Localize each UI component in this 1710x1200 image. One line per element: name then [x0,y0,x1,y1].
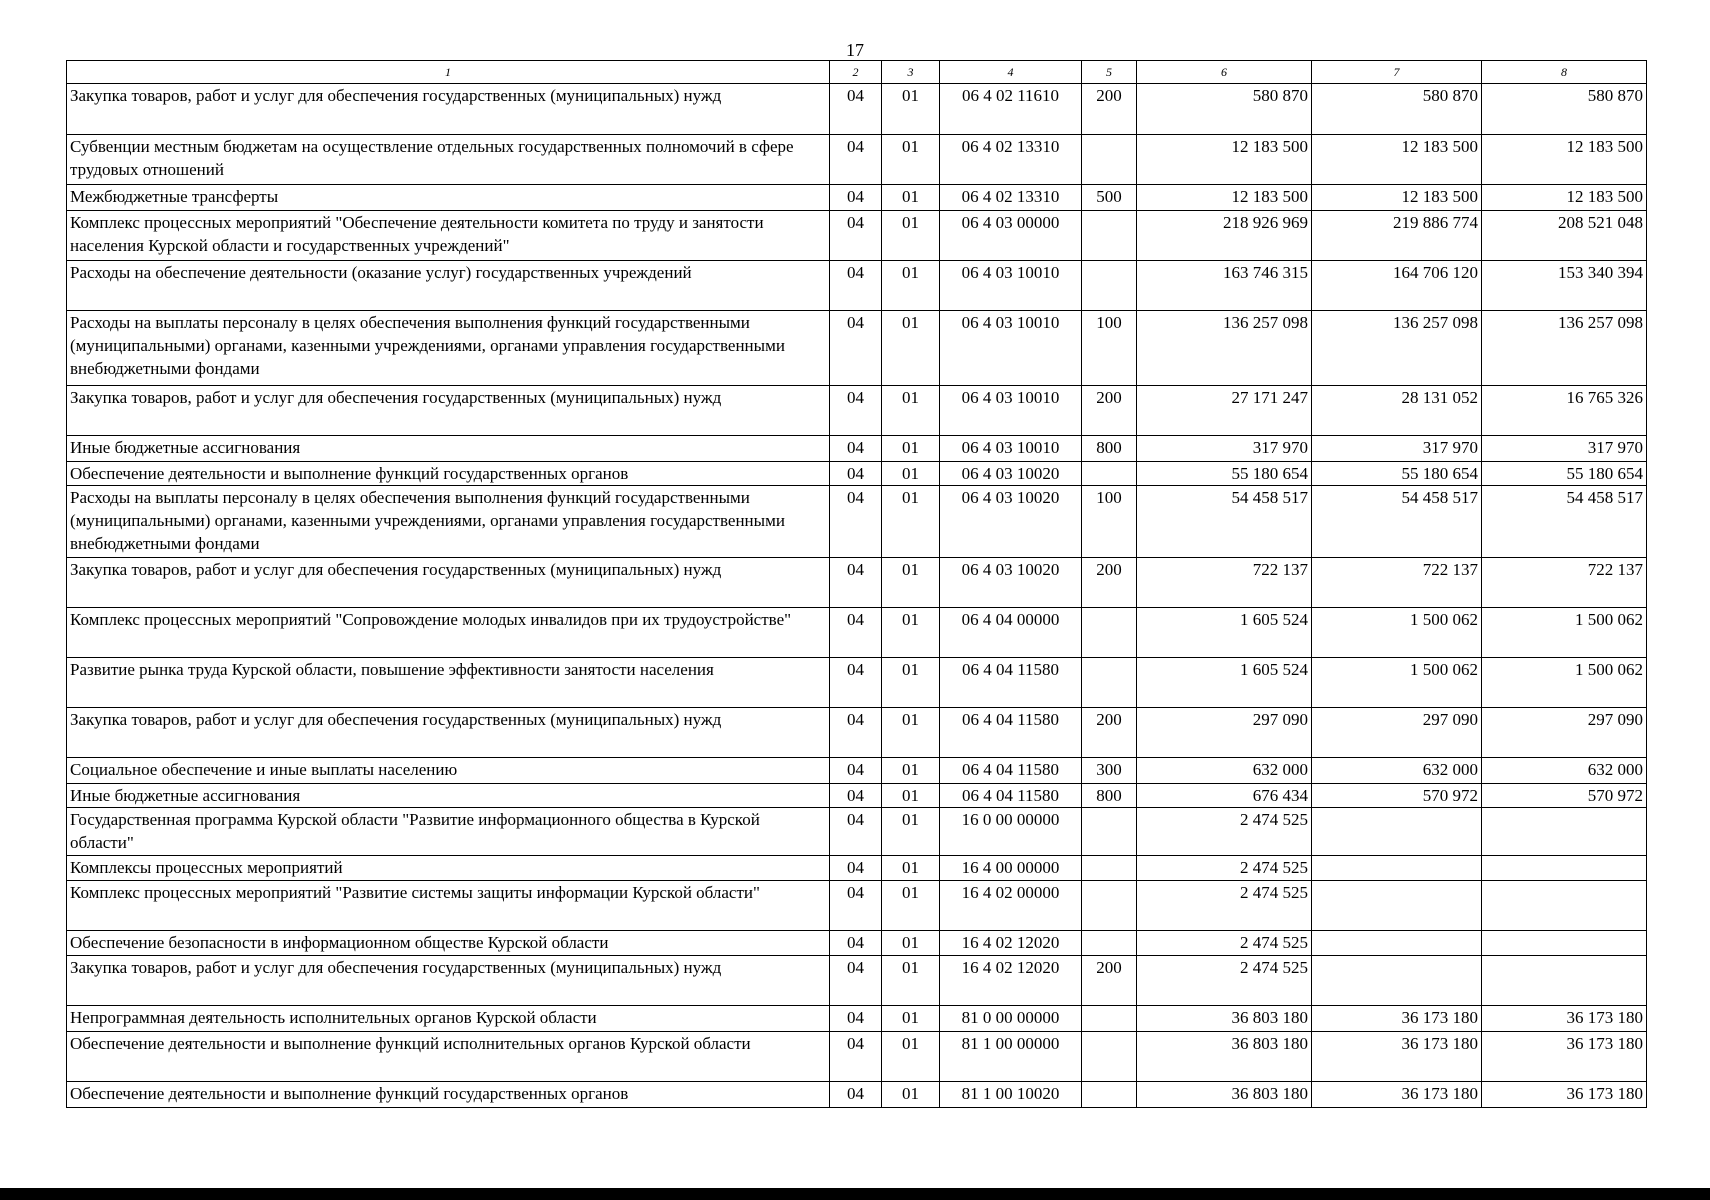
col-3: 01 [882,881,940,931]
col-2: 04 [830,956,882,1006]
col-8: 297 090 [1482,708,1647,758]
col-4: 06 4 02 11610 [940,84,1082,135]
col-2: 04 [830,808,882,856]
col-8: 36 173 180 [1482,1082,1647,1108]
col-7: 28 131 052 [1312,386,1482,436]
col-2: 04 [830,758,882,784]
col-5: 200 [1082,708,1137,758]
col-2: 04 [830,881,882,931]
col-6: 1 605 524 [1137,658,1312,708]
col-7: 317 970 [1312,436,1482,462]
table-row [67,185,1647,211]
col-7: 1 500 062 [1312,658,1482,708]
col-6: 163 746 315 [1137,261,1312,311]
col-8 [1482,856,1647,881]
col-7: 36 173 180 [1312,1006,1482,1032]
col-6: 36 803 180 [1137,1032,1312,1082]
row-name: Комплекс процессных мероприятий "Сопровождение молодых инвалидов при их трудоустройстве" [67,608,830,658]
column-header: 4 [940,61,1082,84]
col-4: 81 0 00 00000 [940,1006,1082,1032]
col-6: 2 474 525 [1137,956,1312,1006]
column-header: 5 [1082,61,1137,84]
col-5: 300 [1082,758,1137,784]
col-5 [1082,931,1137,956]
col-3: 01 [882,1082,940,1108]
row-name: Расходы на выплаты персоналу в целях обеспечения выполнения функций государственными (муниципальными) органами, казенными учреждениями, органами управления государственными внебюджетными фондами [67,486,830,558]
row-name: Развитие рынка труда Курской области, повышение эффективности занятости населения [67,658,830,708]
col-2: 04 [830,211,882,261]
table-row [67,758,1647,784]
col-3: 01 [882,84,940,135]
row-name: Межбюджетные трансферты [67,185,830,211]
col-8: 55 180 654 [1482,462,1647,486]
col-2: 04 [830,135,882,185]
col-2: 04 [830,708,882,758]
col-6: 676 434 [1137,784,1312,808]
col-4: 06 4 03 10020 [940,558,1082,608]
table-row [67,956,1647,1006]
col-5: 200 [1082,558,1137,608]
table-row [67,1006,1647,1032]
col-8: 632 000 [1482,758,1647,784]
table-row [67,261,1647,311]
col-4: 16 4 02 12020 [940,956,1082,1006]
col-2: 04 [830,261,882,311]
col-5: 800 [1082,436,1137,462]
col-3: 01 [882,1006,940,1032]
col-3: 01 [882,931,940,956]
col-8 [1482,881,1647,931]
col-6: 27 171 247 [1137,386,1312,436]
col-7: 580 870 [1312,84,1482,135]
col-8 [1482,956,1647,1006]
col-4: 06 4 04 11580 [940,758,1082,784]
col-4: 16 4 00 00000 [940,856,1082,881]
col-2: 04 [830,311,882,386]
col-6: 218 926 969 [1137,211,1312,261]
col-3: 01 [882,608,940,658]
page-number: 17 [846,40,864,60]
row-name: Расходы на обеспечение деятельности (оказание услуг) государственных учреждений [67,261,830,311]
col-2: 04 [830,84,882,135]
col-7: 54 458 517 [1312,486,1482,558]
row-name: Обеспечение деятельности и выполнение функций государственных органов [67,462,830,486]
table-row [67,931,1647,956]
column-header: 8 [1482,61,1647,84]
col-3: 01 [882,1032,940,1082]
row-name: Комплексы процессных мероприятий [67,856,830,881]
table-row [67,784,1647,808]
column-header: 2 [830,61,882,84]
col-4: 81 1 00 00000 [940,1032,1082,1082]
col-3: 01 [882,708,940,758]
table-body [67,84,1647,1108]
col-4: 06 4 03 10010 [940,386,1082,436]
col-6: 55 180 654 [1137,462,1312,486]
col-7: 722 137 [1312,558,1482,608]
row-name: Комплекс процессных мероприятий "Развитие системы защиты информации Курской области" [67,881,830,931]
col-5 [1082,856,1137,881]
col-8: 36 173 180 [1482,1006,1647,1032]
col-4: 06 4 03 10010 [940,311,1082,386]
column-header: 1 [67,61,830,84]
row-name: Государственная программа Курской области "Развитие информационного общества в Курской области" [67,808,830,856]
col-4: 06 4 03 10010 [940,436,1082,462]
row-name: Обеспечение безопасности в информационном обществе Курской области [67,931,830,956]
col-3: 01 [882,462,940,486]
row-name: Комплекс процессных мероприятий "Обеспечение деятельности комитета по труду и занятости населения Курской области и государственных учреждений" [67,211,830,261]
col-6: 1 605 524 [1137,608,1312,658]
col-5 [1082,462,1137,486]
col-6: 722 137 [1137,558,1312,608]
col-3: 01 [882,856,940,881]
col-5 [1082,261,1137,311]
col-3: 01 [882,808,940,856]
col-7: 570 972 [1312,784,1482,808]
col-8: 16 765 326 [1482,386,1647,436]
col-6: 136 257 098 [1137,311,1312,386]
col-7 [1312,881,1482,931]
col-3: 01 [882,311,940,386]
table-row [67,84,1647,135]
col-3: 01 [882,956,940,1006]
col-2: 04 [830,386,882,436]
col-7 [1312,856,1482,881]
row-name: Обеспечение деятельности и выполнение функций исполнительных органов Курской области [67,1032,830,1082]
col-4: 06 4 03 10010 [940,261,1082,311]
col-5: 500 [1082,185,1137,211]
row-name: Непрограммная деятельность исполнительных органов Курской области [67,1006,830,1032]
col-6: 317 970 [1137,436,1312,462]
col-7 [1312,956,1482,1006]
col-7: 55 180 654 [1312,462,1482,486]
col-5 [1082,1032,1137,1082]
col-8: 208 521 048 [1482,211,1647,261]
col-3: 01 [882,558,940,608]
col-8: 1 500 062 [1482,608,1647,658]
table-row [67,708,1647,758]
col-7: 36 173 180 [1312,1032,1482,1082]
col-5 [1082,658,1137,708]
col-3: 01 [882,211,940,261]
col-7: 1 500 062 [1312,608,1482,658]
col-8: 12 183 500 [1482,185,1647,211]
col-2: 04 [830,1032,882,1082]
col-8: 722 137 [1482,558,1647,608]
col-8: 36 173 180 [1482,1032,1647,1082]
row-name: Закупка товаров, работ и услуг для обеспечения государственных (муниципальных) нужд [67,956,830,1006]
col-6: 2 474 525 [1137,931,1312,956]
col-8 [1482,931,1647,956]
row-name: Закупка товаров, работ и услуг для обеспечения государственных (муниципальных) нужд [67,386,830,436]
col-4: 16 4 02 00000 [940,881,1082,931]
row-name: Иные бюджетные ассигнования [67,784,830,808]
col-4: 16 4 02 12020 [940,931,1082,956]
col-2: 04 [830,462,882,486]
row-name: Обеспечение деятельности и выполнение функций государственных органов [67,1082,830,1108]
col-8: 317 970 [1482,436,1647,462]
row-name: Социальное обеспечение и иные выплаты населению [67,758,830,784]
col-4: 16 0 00 00000 [940,808,1082,856]
col-3: 01 [882,658,940,708]
table-row [67,1082,1647,1108]
col-2: 04 [830,658,882,708]
table-row [67,462,1647,486]
col-8: 580 870 [1482,84,1647,135]
row-name: Закупка товаров, работ и услуг для обеспечения государственных (муниципальных) нужд [67,708,830,758]
col-5 [1082,881,1137,931]
header-row [67,61,1647,84]
col-7: 12 183 500 [1312,135,1482,185]
col-6: 297 090 [1137,708,1312,758]
col-3: 01 [882,185,940,211]
col-2: 04 [830,784,882,808]
col-8: 136 257 098 [1482,311,1647,386]
row-name: Иные бюджетные ассигнования [67,436,830,462]
row-name: Расходы на выплаты персоналу в целях обеспечения выполнения функций государственными (муниципальными) органами, казенными учреждениями, органами управления государственными внебюджетными фондами [67,311,830,386]
col-7: 164 706 120 [1312,261,1482,311]
col-5 [1082,1006,1137,1032]
col-2: 04 [830,608,882,658]
table-row [67,558,1647,608]
col-5 [1082,1082,1137,1108]
col-2: 04 [830,558,882,608]
col-7: 632 000 [1312,758,1482,784]
col-4: 81 1 00 10020 [940,1082,1082,1108]
budget-table [66,60,1647,1108]
col-6: 12 183 500 [1137,185,1312,211]
col-3: 01 [882,261,940,311]
col-5 [1082,211,1137,261]
row-name: Субвенции местным бюджетам на осуществление отдельных государственных полномочий в сфере трудовых отношений [67,135,830,185]
col-8: 153 340 394 [1482,261,1647,311]
row-name: Закупка товаров, работ и услуг для обеспечения государственных (муниципальных) нужд [67,558,830,608]
col-6: 36 803 180 [1137,1006,1312,1032]
col-3: 01 [882,135,940,185]
col-5: 800 [1082,784,1137,808]
table-row [67,311,1647,386]
col-7 [1312,931,1482,956]
col-2: 04 [830,931,882,956]
col-4: 06 4 04 11580 [940,708,1082,758]
col-5: 200 [1082,956,1137,1006]
col-7: 219 886 774 [1312,211,1482,261]
col-4: 06 4 02 13310 [940,185,1082,211]
col-4: 06 4 04 11580 [940,658,1082,708]
col-6: 36 803 180 [1137,1082,1312,1108]
table-row [67,808,1647,856]
col-4: 06 4 03 00000 [940,211,1082,261]
col-8 [1482,808,1647,856]
table-row [67,211,1647,261]
col-5: 100 [1082,311,1137,386]
col-6: 12 183 500 [1137,135,1312,185]
col-5 [1082,808,1137,856]
col-6: 2 474 525 [1137,881,1312,931]
col-5 [1082,608,1137,658]
col-6: 2 474 525 [1137,856,1312,881]
col-7: 36 173 180 [1312,1082,1482,1108]
table-row [67,386,1647,436]
col-4: 06 4 04 11580 [940,784,1082,808]
table-row [67,1032,1647,1082]
col-7 [1312,808,1482,856]
table-row [67,486,1647,558]
col-2: 04 [830,486,882,558]
col-2: 04 [830,856,882,881]
col-7: 12 183 500 [1312,185,1482,211]
col-6: 580 870 [1137,84,1312,135]
col-2: 04 [830,436,882,462]
table-row [67,658,1647,708]
col-8: 570 972 [1482,784,1647,808]
col-3: 01 [882,784,940,808]
col-2: 04 [830,1006,882,1032]
col-4: 06 4 03 10020 [940,486,1082,558]
col-6: 632 000 [1137,758,1312,784]
col-5 [1082,135,1137,185]
col-2: 04 [830,1082,882,1108]
col-4: 06 4 02 13310 [940,135,1082,185]
col-6: 2 474 525 [1137,808,1312,856]
table-row [67,881,1647,931]
col-3: 01 [882,758,940,784]
table-row [67,608,1647,658]
col-7: 136 257 098 [1312,311,1482,386]
col-3: 01 [882,386,940,436]
col-5: 200 [1082,84,1137,135]
col-4: 06 4 03 10020 [940,462,1082,486]
scan-bottom-edge [0,1188,1710,1200]
col-6: 54 458 517 [1137,486,1312,558]
col-8: 54 458 517 [1482,486,1647,558]
col-4: 06 4 04 00000 [940,608,1082,658]
col-3: 01 [882,486,940,558]
col-5: 100 [1082,486,1137,558]
col-2: 04 [830,185,882,211]
column-header: 6 [1137,61,1312,84]
row-name: Закупка товаров, работ и услуг для обеспечения государственных (муниципальных) нужд [67,84,830,135]
col-8: 12 183 500 [1482,135,1647,185]
col-8: 1 500 062 [1482,658,1647,708]
col-7: 297 090 [1312,708,1482,758]
col-3: 01 [882,436,940,462]
table-row [67,436,1647,462]
col-5: 200 [1082,386,1137,436]
column-header: 7 [1312,61,1482,84]
table-row [67,856,1647,881]
column-header: 3 [882,61,940,84]
table-row [67,135,1647,185]
